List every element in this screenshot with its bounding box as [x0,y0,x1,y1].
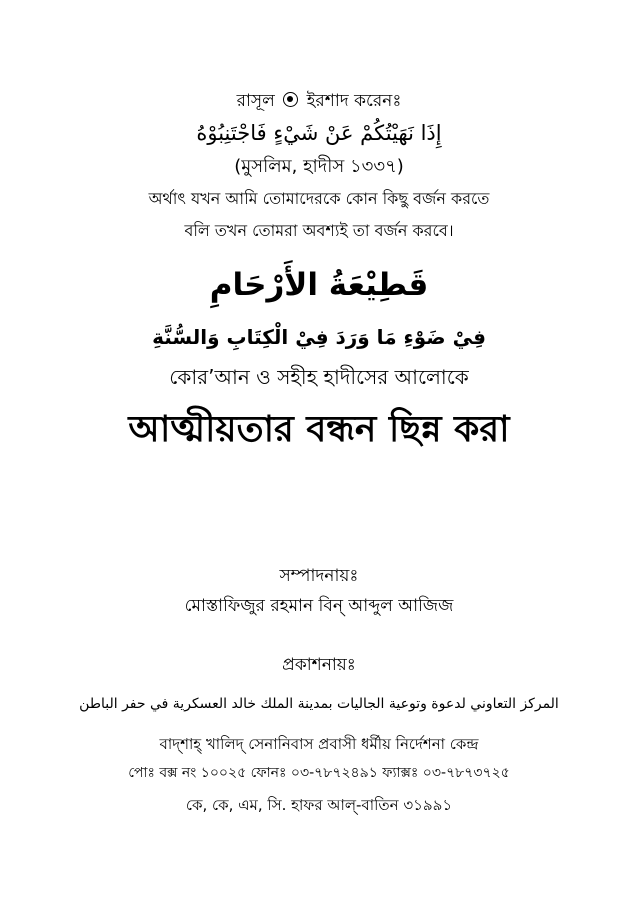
publisher-address: কে, কে, এম, সি. হাফর আল্-বাতিন ৩১৯৯১ [185,796,453,814]
arabic-title: قَطِيْعَةُ الأَرْحَامِ [209,267,429,303]
publisher-contact: পোঃ বক্স নং ১০০২৫ ফোনঃ ০৩-৭৮৭২৪৯১ ফ্যাক্সঃ ০৩-৭৮৭৩৭২৫ [128,765,510,781]
publisher-bengali-org: বাদ্শাহ্ খালিদ্ সেনানিবাস প্রবাসী ধর্মীয় নির্দেশনা কেন্দ্র [159,735,479,753]
arabic-hadith: إِذَا نَهَيْتُكُمْ عَنْ شَيْءٍ فَاجْتَنِبُوْهُ [196,121,442,145]
arabic-subtitle: فِيْ ضَوْءِ مَا وَرَدَ فِيْ الْكِتَابِ وَالسُّنَّةِ [152,325,486,349]
publisher-arabic-org: المركز التعاوني لدعوة وتوعية الجاليات بمدينة الملك خالد العسكرية في حفر الباطن [79,696,559,712]
bengali-title: আত্মীয়তার বন্ধন ছিন্ন করা [128,409,510,450]
hadith-intro-suffix: ইরশাদ করেনঃ [306,91,402,111]
translation-line-2: বলি তখন তোমরা অবশ্যই তা বর্জন করবে। [184,221,454,240]
hadith-intro [0,92,638,111]
bengali-subtitle: কোর’আন ও সহীহ হাদীসের আলোকে [169,365,469,389]
hadith-intro-prefix: রাসূল [236,91,275,111]
editor-label: সম্পাদনায়ঃ [279,566,359,586]
editor-name: মোস্তাফিজুর রহমান বিন্ আব্দুল আজিজ [184,596,454,616]
hadith-source: (মুসলিম, হাদীস ১৩৩৭) [234,156,404,177]
translation-line-1: অর্থাৎ যখন আমি তোমাদেরকে কোন কিছু বর্জন করতে [148,189,490,208]
sallallahu-alaihi-wasallam-icon [283,92,298,107]
publisher-label: প্রকাশনায়ঃ [282,655,356,675]
